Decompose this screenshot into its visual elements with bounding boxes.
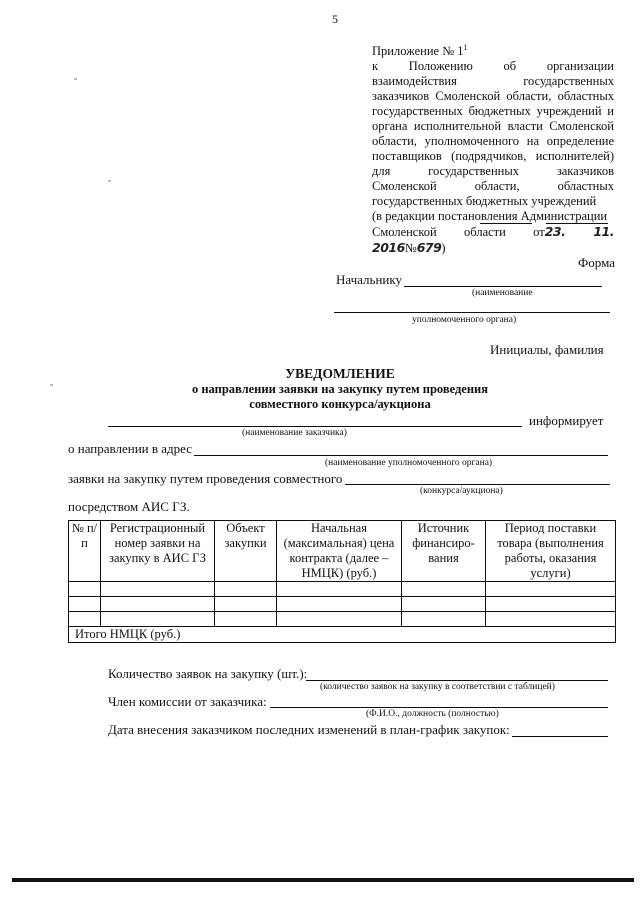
header-cell-object: Объект закупки [215, 521, 277, 582]
table-row [69, 597, 616, 612]
scan-speck [108, 180, 111, 182]
table-cell [69, 597, 101, 612]
date-line [512, 736, 608, 737]
table-cell [486, 582, 616, 597]
table-cell [402, 582, 486, 597]
table-cell [277, 597, 402, 612]
table-cell [277, 582, 402, 597]
header-cell-reg-number: Регистрационный номер заявки на закупку в АИС ГЗ [101, 521, 215, 582]
via-label: посредством АИС ГЗ. [68, 499, 190, 514]
table-cell [101, 597, 215, 612]
informs-label: информирует [529, 413, 604, 428]
appendix-line: государственных бюджетных учреждений и [372, 104, 614, 119]
requests-table-body [69, 521, 616, 643]
date-label: Дата внесения заказчиком последних изменений в план-график закупок: [108, 722, 510, 737]
total-label: Итого НМЦК (руб.) [69, 627, 616, 643]
organ-caption: (наименование уполномоченного органа) [325, 458, 493, 468]
table-cell [69, 582, 101, 597]
page-number: 5 [332, 12, 338, 26]
appendix-line: Смоленской области, областных [372, 179, 614, 194]
appendix-revision: (в редакции постановления Администрации [372, 209, 608, 224]
scan-speck [74, 78, 77, 80]
header-cell-source: Источник финансиро-вания [402, 521, 486, 582]
notice-title: УВЕДОМЛЕНИЕ [285, 366, 395, 381]
appendix-lines [372, 59, 614, 209]
header-cell-number: № п/п [69, 521, 101, 582]
table-total-row [69, 627, 616, 643]
table-cell [101, 582, 215, 597]
request-label: заявки на закупку путем проведения совместного [68, 471, 343, 486]
count-line [306, 680, 608, 681]
table-cell [277, 612, 402, 627]
table-cell [69, 612, 101, 627]
appendix-line: государственных бюджетных учреждений [372, 194, 597, 209]
appendix-revision-date-line [372, 224, 614, 256]
header-cell-nmck: Начальная (максимальная) цена контракта (далее – НМЦК) (руб.) [277, 521, 402, 582]
appendix-line: области, уполномоченного на определение [372, 134, 614, 149]
notice-subtitle-2: совместного конкурса/аукциона [249, 397, 431, 411]
page-bottom-bar [12, 878, 634, 882]
table-cell [402, 597, 486, 612]
table-row [69, 612, 616, 627]
table-cell [215, 612, 277, 627]
appendix-line: к Положению об организации [372, 59, 614, 74]
revision-date: 23. 11. 2016 [372, 224, 614, 256]
table-cell [101, 612, 215, 627]
contest-caption: (конкурса/аукциона) [420, 486, 503, 496]
addressee-label: Начальнику [336, 272, 403, 287]
customer-caption: (наименование заказчика) [242, 428, 347, 438]
requests-table [68, 520, 616, 643]
appendix-title-text: Приложение № 1 [372, 44, 464, 59]
table-cell [486, 597, 616, 612]
member-line [270, 707, 608, 708]
revision-number-underline [546, 223, 608, 224]
appendix-line: для государственных заказчиков [372, 164, 614, 179]
table-header-row [69, 521, 616, 582]
header-cell-period: Период поставки товара (выполнения работы, оказания услуги) [486, 521, 616, 582]
table-cell [215, 597, 277, 612]
count-label: Количество заявок на закупку (шт.): [108, 666, 308, 681]
member-caption: (Ф.И.О., должность (полностью) [366, 709, 499, 719]
organ-line [194, 455, 608, 456]
table-cell [215, 582, 277, 597]
customer-line [108, 426, 522, 427]
member-label: Член комиссии от заказчика: [108, 694, 267, 709]
table-cell [486, 612, 616, 627]
appendix-line: органа исполнительной власти Смоленской [372, 119, 614, 134]
revision-number: 679 [416, 240, 442, 256]
direction-label: о направлении в адрес [68, 441, 193, 456]
table-row [69, 582, 616, 597]
appendix-title [372, 40, 614, 59]
appendix-line: взаимодействия государственных [372, 74, 614, 89]
addressee-line-2 [334, 312, 610, 313]
form-label: Форма [578, 255, 615, 270]
revision-no-label: № [404, 241, 417, 256]
notice-subtitle-1: о направлении заявки на закупку путем проведения [191, 382, 489, 396]
contest-line [345, 484, 610, 485]
addressee-line-1 [404, 286, 602, 287]
addressee-caption-1: (наименование [472, 288, 533, 298]
revision-close: ) [441, 241, 446, 256]
revision-date-underline [480, 223, 532, 224]
addressee-initials: Инициалы, фамилия [490, 342, 604, 357]
appendix-line: поставщиков (подрядчиков, исполнителей) [372, 149, 614, 164]
revision-prefix: Смоленской области от [372, 225, 545, 240]
appendix-superscript: 1 [463, 43, 468, 52]
count-caption: (количество заявок на закупку в соответствии с таблицей) [320, 682, 555, 692]
table-cell [402, 612, 486, 627]
addressee-caption-2: уполномоченного органа) [412, 315, 517, 325]
appendix-line: заказчиков Смоленской области, областных [372, 89, 614, 104]
